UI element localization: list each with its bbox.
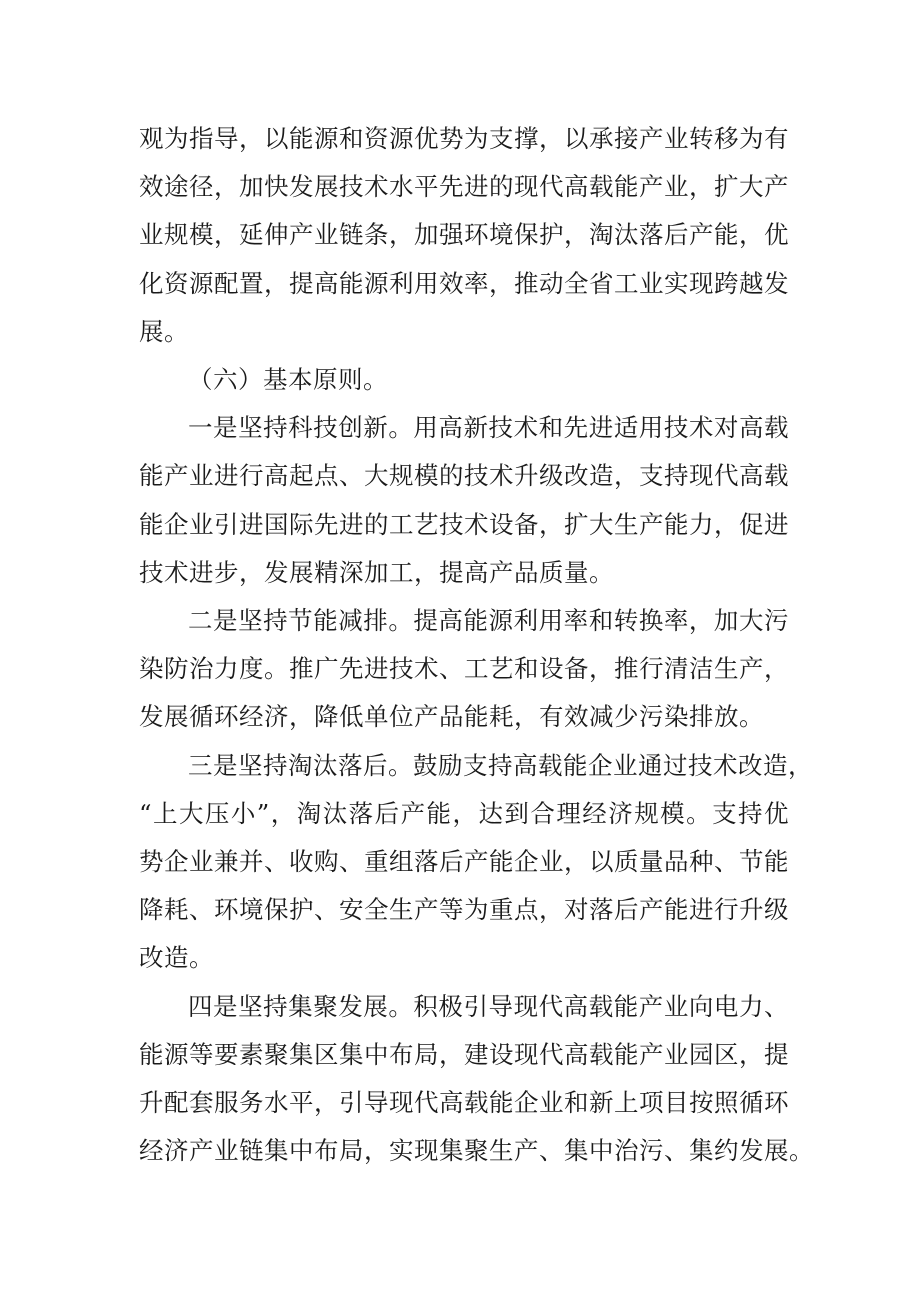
text-line: 技术进步，发展精深加工，提高产品质量。 (139, 557, 614, 587)
paragraph-intro-continuation (139, 115, 789, 356)
text-line: 发展循环经济，降低单位产品能耗，有效减少污染排放。 (139, 702, 764, 732)
document-body (139, 115, 814, 1175)
text-line: 升配套服务水平，引导现代高载能企业和新上项目按照循环 (139, 1088, 789, 1118)
text-line: 势企业兼并、收购、重组落后产能企业，以质量品种、节能 (139, 847, 789, 877)
text-line: 化资源配置，提高能源利用效率，推动全省工业实现跨越发 (139, 268, 789, 298)
text-line: 染防治力度。推广先进技术、工艺和设备，推行清洁生产， (139, 654, 789, 684)
text-line: 能企业引进国际先进的工艺技术设备，扩大生产能力，促进 (139, 509, 789, 539)
text-line: 降耗、环境保护、安全生产等为重点，对落后产能进行升级 (139, 895, 789, 925)
text-line: 二是坚持节能减排。提高能源利用率和转换率，加大污 (188, 606, 789, 636)
heading-text: （六）基本原则。 (188, 365, 388, 395)
text-line: 观为指导，以能源和资源优势为支撑，以承接产业转移为有 (139, 124, 789, 153)
paragraph-principle-4 (139, 983, 814, 1176)
text-line: 经济产业链集中布局，实现集聚生产、集中治污、集约发展。 (139, 1136, 814, 1166)
section-heading (139, 356, 789, 404)
paragraph-principle-2 (139, 597, 789, 742)
paragraph-principle-1 (139, 404, 789, 597)
text-line: 改造。 (139, 943, 214, 973)
text-line: 四是坚持集聚发展。积极引导现代高载能产业向电力、 (188, 991, 789, 1021)
text-line: “上大压小”，淘汰落后产能，达到合理经济规模。支持优 (139, 798, 789, 828)
text-line: 效途径，加快发展技术水平先进的现代高载能产业，扩大产 (139, 172, 789, 202)
text-line: 展。 (139, 316, 189, 346)
text-line: 能产业进行高起点、大规模的技术升级改造，支持现代高载 (139, 461, 789, 491)
paragraph-principle-3 (139, 742, 813, 983)
text-line: 能源等要素聚集区集中布局，建设现代高载能产业园区，提 (139, 1039, 789, 1069)
text-line: 一是坚持科技创新。用高新技术和先进适用技术对高载 (188, 413, 789, 443)
text-line: 业规模，延伸产业链条，加强环境保护，淘汰落后产能，优 (139, 220, 789, 250)
text-line: 三是坚持淘汰落后。鼓励支持高载能企业通过技术改造， (188, 750, 813, 780)
